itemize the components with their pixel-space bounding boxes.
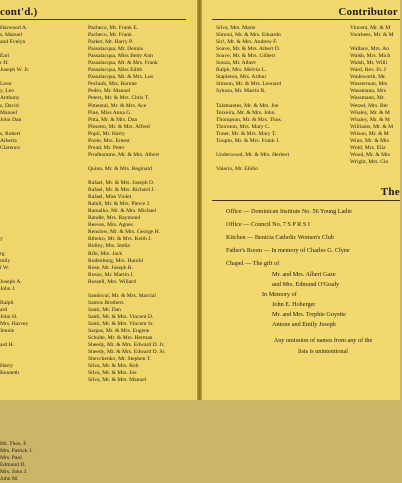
contributor-name: Sir!, Mr. & Mrs. Andrew F. <box>216 39 278 46</box>
contributor-name: Rose, Mr. Joseph R. <box>88 264 134 271</box>
contributor-name: Ramalho, Mr. & Mrs. Michael <box>88 208 157 215</box>
contributor-name: Mrs. Paul <box>0 454 22 461</box>
list-spacer <box>0 391 58 398</box>
list-spacer <box>0 74 58 81</box>
list-spacer <box>88 173 196 180</box>
list-spacer <box>0 413 58 420</box>
contributor-name: Jennie <box>0 328 15 335</box>
contributor-name: Teixeira, Mr. & Mrs. John <box>216 109 275 116</box>
contributor-name: Rafael, Mr. & Mrs. Richard J. <box>88 187 155 194</box>
list-spacer <box>0 194 58 201</box>
left-name-column-1 <box>0 25 58 483</box>
thanks-section-title: The <box>380 186 400 198</box>
contributor-name: Ward, Rev. Fr. J <box>350 67 386 74</box>
contributor-name: Poole, Mrs. Ernest <box>88 137 130 144</box>
contributor-name: Sarpas, Mr. & Mrs. Eugene <box>88 328 150 335</box>
contributor-name: Walsh, Mrs. Mich <box>350 53 391 60</box>
contributor-name: John Dan <box>0 116 22 123</box>
contributor-name: Edmund D. <box>0 461 26 468</box>
contributor-name: Russell, Mrs. Willard <box>88 278 136 285</box>
contributor-name: Passalacqua, Mr. & Mrs. Frank <box>88 60 158 67</box>
contributor-name: Wassmann, Mr. <box>350 95 385 102</box>
memorial-line: Mr. and Mrs. Trephie Goyette <box>272 311 346 318</box>
contributor-name: Santi, Mr. & Mrs. Vincent Sr. <box>88 320 154 327</box>
contributor-name: Voorhees, Mr. & M <box>350 32 394 39</box>
contributor-name: Wadsworth, Mr. <box>350 74 387 81</box>
list-spacer <box>0 398 58 405</box>
contributor-name: Rosso, Mr. Martin J. <box>88 271 134 278</box>
list-spacer <box>0 272 58 279</box>
contributor-name: Wold, Mrs. Eliz <box>350 144 386 151</box>
contributor-name: Wood, Mr. & Mrs <box>350 151 391 158</box>
memorial-list <box>226 205 402 357</box>
contributor-name: Souza, Mr. Albert <box>216 60 256 67</box>
contributor-name: Prudhomme, Mr. & Mrs. Albert <box>88 151 160 158</box>
contributor-name: Pimental, Mr. & Mrs. Ace <box>88 102 147 109</box>
contributor-name: Anthony <box>0 95 20 102</box>
memorial-line: Any omission of names from any of the <box>273 337 373 344</box>
left-page <box>0 0 197 482</box>
contributor-name: Stinson, Mr. & Mrs. Leonard <box>216 81 282 88</box>
contributor-name: Silva, Mrs. Marie <box>216 25 256 31</box>
contributor-name: Reeves, Mrs. Agnes <box>88 222 133 229</box>
contributor-name: Whaley, Mr. & M <box>350 109 390 116</box>
contributor-name: Santi, Mr. Dan <box>88 306 121 313</box>
list-spacer <box>0 173 58 180</box>
list-spacer <box>0 349 58 356</box>
contributor-name: John H. <box>0 313 18 320</box>
contributor-name: Quinn, Mr. & Mrs. Reginald <box>88 165 152 172</box>
memorial-line: Chapel — The gift of <box>226 260 280 267</box>
contributor-name: Mr. Thos. F. <box>0 440 28 447</box>
list-spacer <box>0 208 58 215</box>
contributor-name: Underwood, Mr. & Mrs. Herbert <box>216 151 290 158</box>
contributor-name: Silva, Mr. & Mrs. Bob <box>88 363 139 370</box>
right-page <box>202 0 400 400</box>
memorial-line: John E. Hoberger <box>272 301 316 308</box>
list-spacer <box>216 145 336 152</box>
contributor-name: y, Leo <box>0 88 14 95</box>
contributor-name: Plesetto, Mr. & Mrs. Alfred <box>88 123 150 130</box>
contributor-name: Rife, Mrs. Jack <box>88 250 123 257</box>
list-spacer <box>0 229 58 236</box>
memorial-line: Father's Room — In memory of Charles G. Clyne <box>226 247 350 254</box>
contributor-name: Schulte, Mr. & Mrs. Herman <box>88 335 153 342</box>
contributor-name: Alberta <box>0 137 17 144</box>
contributor-name: Ralph, Mrs. Melvin L. <box>216 67 267 74</box>
contributor-name: Rafael, Miss Violet <box>88 194 132 201</box>
contributor-name: Wassmann, Mrs <box>350 88 386 95</box>
contributor-name: Wilson, Mr. & M <box>350 130 389 137</box>
list-spacer <box>0 166 58 173</box>
contributor-name: Harry <box>0 363 14 370</box>
contributor-name: Ribeiro, Mr. & Mrs. Keith J. <box>88 236 152 243</box>
contributor-name: Wasserman, Mrs <box>350 81 388 88</box>
contributor-name: Ralph <box>0 299 14 306</box>
memorial-line: Office — Dominican Institute No. 56 Young Ladie <box>226 208 352 215</box>
contributor-name: Peters, Mr. & Mrs. Chris T. <box>88 95 150 102</box>
contributor-name: Pacheco, Mr. Frank <box>88 32 132 39</box>
contributor-name: Rafael, Mr. & Mrs. Joseph O. <box>88 180 155 187</box>
contributor-name: Sheedy, Mr. & Mrs. Edward D. Sr. <box>88 349 166 356</box>
contributor-name: Whaley, Mr. & M <box>350 116 390 123</box>
list-spacer <box>88 159 196 166</box>
contributor-name: Pedro, Mr. Manuel <box>88 88 131 95</box>
contributor-name: Williams, Mr. & M <box>350 123 394 130</box>
memorial-line: lists is unintentional <box>298 348 348 355</box>
contributor-name: Ridley, Mrs. Stella <box>88 243 130 250</box>
list-spacer <box>0 124 58 131</box>
contributor-name: Shevchenko, Mr. Stephen T. <box>88 356 152 363</box>
memorial-line: In Memory of <box>262 291 297 298</box>
contributor-name: Soave, Mr. & Mrs. Gilbert <box>216 53 276 60</box>
list-spacer <box>0 384 58 391</box>
list-spacer <box>0 201 58 208</box>
list-spacer <box>0 335 58 342</box>
list-spacer <box>0 377 58 384</box>
header-rule <box>212 19 400 20</box>
contributor-name: Santos Brothers <box>88 299 124 306</box>
list-spacer <box>88 286 196 293</box>
contributor-name: s, Manuel <box>0 32 23 39</box>
list-spacer <box>350 39 400 46</box>
contributor-name: Passalacqua, Mr. & Mrs. Leo <box>88 74 154 81</box>
list-spacer <box>0 152 58 159</box>
right-page-header: Contributor <box>338 6 398 18</box>
contributor-name: Valerio, Mr. Elidio <box>216 165 258 172</box>
contributor-name: y <box>0 236 3 243</box>
contributor-name: Renslow, Mr. & Mrs. George H. <box>88 229 161 236</box>
contributor-name: and Evelyn <box>0 39 26 46</box>
contributor-name: Santi, Mr. & Mrs. Vincent D. <box>88 313 154 320</box>
contributor-name: Sheedy, Mr. & Mrs. Edward D. Jr. <box>88 342 165 349</box>
contributor-name: Clarence <box>0 144 20 151</box>
memorial-line: Mr. and Mrs. Albert Gaze <box>272 271 336 278</box>
list-spacer <box>0 46 58 53</box>
contributor-name: Silva, Mr. & Mrs. Joe <box>88 370 137 377</box>
contributor-name: Toupin, Mr. & Mrs. Frank J. <box>216 137 280 144</box>
contributor-name: Winn, Mr. & Mrs <box>350 137 390 144</box>
list-spacer <box>0 356 58 363</box>
contributor-name: Joseph W. Jr. <box>0 67 30 74</box>
list-spacer <box>0 427 58 434</box>
contributor-name: Joseph A. <box>0 278 22 285</box>
contributor-name: Parker, Mr. Harry P. <box>88 39 133 46</box>
header-rule <box>0 19 186 20</box>
list-spacer <box>0 159 58 166</box>
list-spacer <box>216 159 336 166</box>
contributor-name: Vincent, Mr. & M <box>350 25 391 31</box>
right-name-column-1 <box>216 25 336 173</box>
contributor-name: ard H. <box>0 342 14 349</box>
contributor-name: John M. <box>0 476 19 482</box>
contributor-name: rg <box>0 250 5 257</box>
memorial-line: and Mrs. Edmund O'Grady <box>272 281 340 288</box>
list-spacer <box>0 406 58 413</box>
memorial-line: Antone and Emily Joseph <box>272 321 336 328</box>
contributor-name: Earl <box>0 53 10 60</box>
contributor-name: Leon <box>0 81 12 88</box>
contributor-name: Pechnik, Mrs. Bonnie <box>88 81 137 88</box>
list-spacer <box>0 180 58 187</box>
contributor-name: ard <box>0 306 8 313</box>
contributor-name: Toner, Mr. & Mrs. Mary T. <box>216 130 277 137</box>
list-spacer <box>0 215 58 222</box>
contributor-name: Passalacqua, Mr. Dennis <box>88 46 143 53</box>
contributor-name: s, Robert <box>0 130 21 137</box>
contributor-name: Sandoval, Mr. & Mrs. Marcial <box>88 292 156 299</box>
list-spacer <box>0 434 58 441</box>
contributor-name: Wallace, Mrs. An <box>350 46 390 53</box>
contributor-name: Pread, Mr. Peter <box>88 144 125 151</box>
contributor-name: Wright, Mrs. Cla <box>350 158 388 165</box>
contributor-name: Harwood A. <box>0 25 28 31</box>
contributor-name: Mrs. Harvey <box>0 320 29 327</box>
right-name-column-2 <box>350 25 400 166</box>
contributor-name: Stapleton, Mrs. Arthur <box>216 74 267 81</box>
contributor-name: Wetzel, Mrs. Ber <box>350 102 389 109</box>
contributor-name: l W. <box>0 264 10 271</box>
contributor-name: r H. <box>0 60 9 67</box>
thanks-rule <box>212 200 400 201</box>
contributor-name: mily <box>0 257 11 264</box>
contributor-name: Talamantes, Mr. & Mrs. Joe <box>216 102 279 109</box>
contributor-name: Thornton, Mrs. Mary C. <box>216 123 271 130</box>
list-spacer <box>0 243 58 250</box>
contributor-name: Passalacqua, Miss Betty Ann <box>88 53 153 60</box>
contributor-name: Simoni, Mr. & Mrs. Eduardo <box>216 32 281 39</box>
contributor-name: Pacheco, Mr. Frank E. <box>88 25 139 31</box>
list-spacer <box>0 187 58 194</box>
contributor-name: Rahill, Mr. & Mrs. Pierce J. <box>88 201 151 208</box>
contributor-name: Mrs. John J. <box>0 468 28 475</box>
contributor-name: Rodenburg, Mrs. Harold <box>88 257 143 264</box>
list-spacer <box>0 222 58 229</box>
contributor-name: Thompson, Mr. & Mrs. Thos. <box>216 116 283 123</box>
contributor-name: John J. <box>0 285 16 292</box>
contributor-name: Randle, Mrs. Raymond <box>88 215 141 222</box>
list-spacer <box>0 420 58 427</box>
left-name-column-2 <box>88 25 196 384</box>
contributor-name: Soave, Mr. & Mrs. Albert D. <box>216 46 281 53</box>
left-page-header: cont'd.) <box>0 6 38 18</box>
memorial-line: Kitchen — Benicia Catholic Women's Club <box>226 234 334 241</box>
contributor-name: Mrs. Patrick J. <box>0 447 33 454</box>
contributor-name: Sykora, Mr. Martin R. <box>216 88 266 95</box>
contributor-name: Popli, Mr. Harry <box>88 130 125 137</box>
contributor-name: s, David <box>0 102 19 109</box>
contributor-name: Pine, Miss Anna G. <box>88 109 132 116</box>
contributor-name: Manuel <box>0 109 18 116</box>
contributor-name: Kenneth <box>0 370 19 377</box>
list-spacer <box>0 293 58 300</box>
contributor-name: Walsh, Mr. Willi <box>350 60 388 67</box>
memorial-line: Office — Council No. 7 S P R S I <box>226 221 310 228</box>
contributor-name: Silva, Mr. & Mrs. Manuel <box>88 377 147 384</box>
contributor-name: Passalacqua, Miss Edith <box>88 67 143 74</box>
list-spacer <box>216 95 336 102</box>
contributor-name: Pitta, Mr. & Mrs. Dan <box>88 116 138 123</box>
